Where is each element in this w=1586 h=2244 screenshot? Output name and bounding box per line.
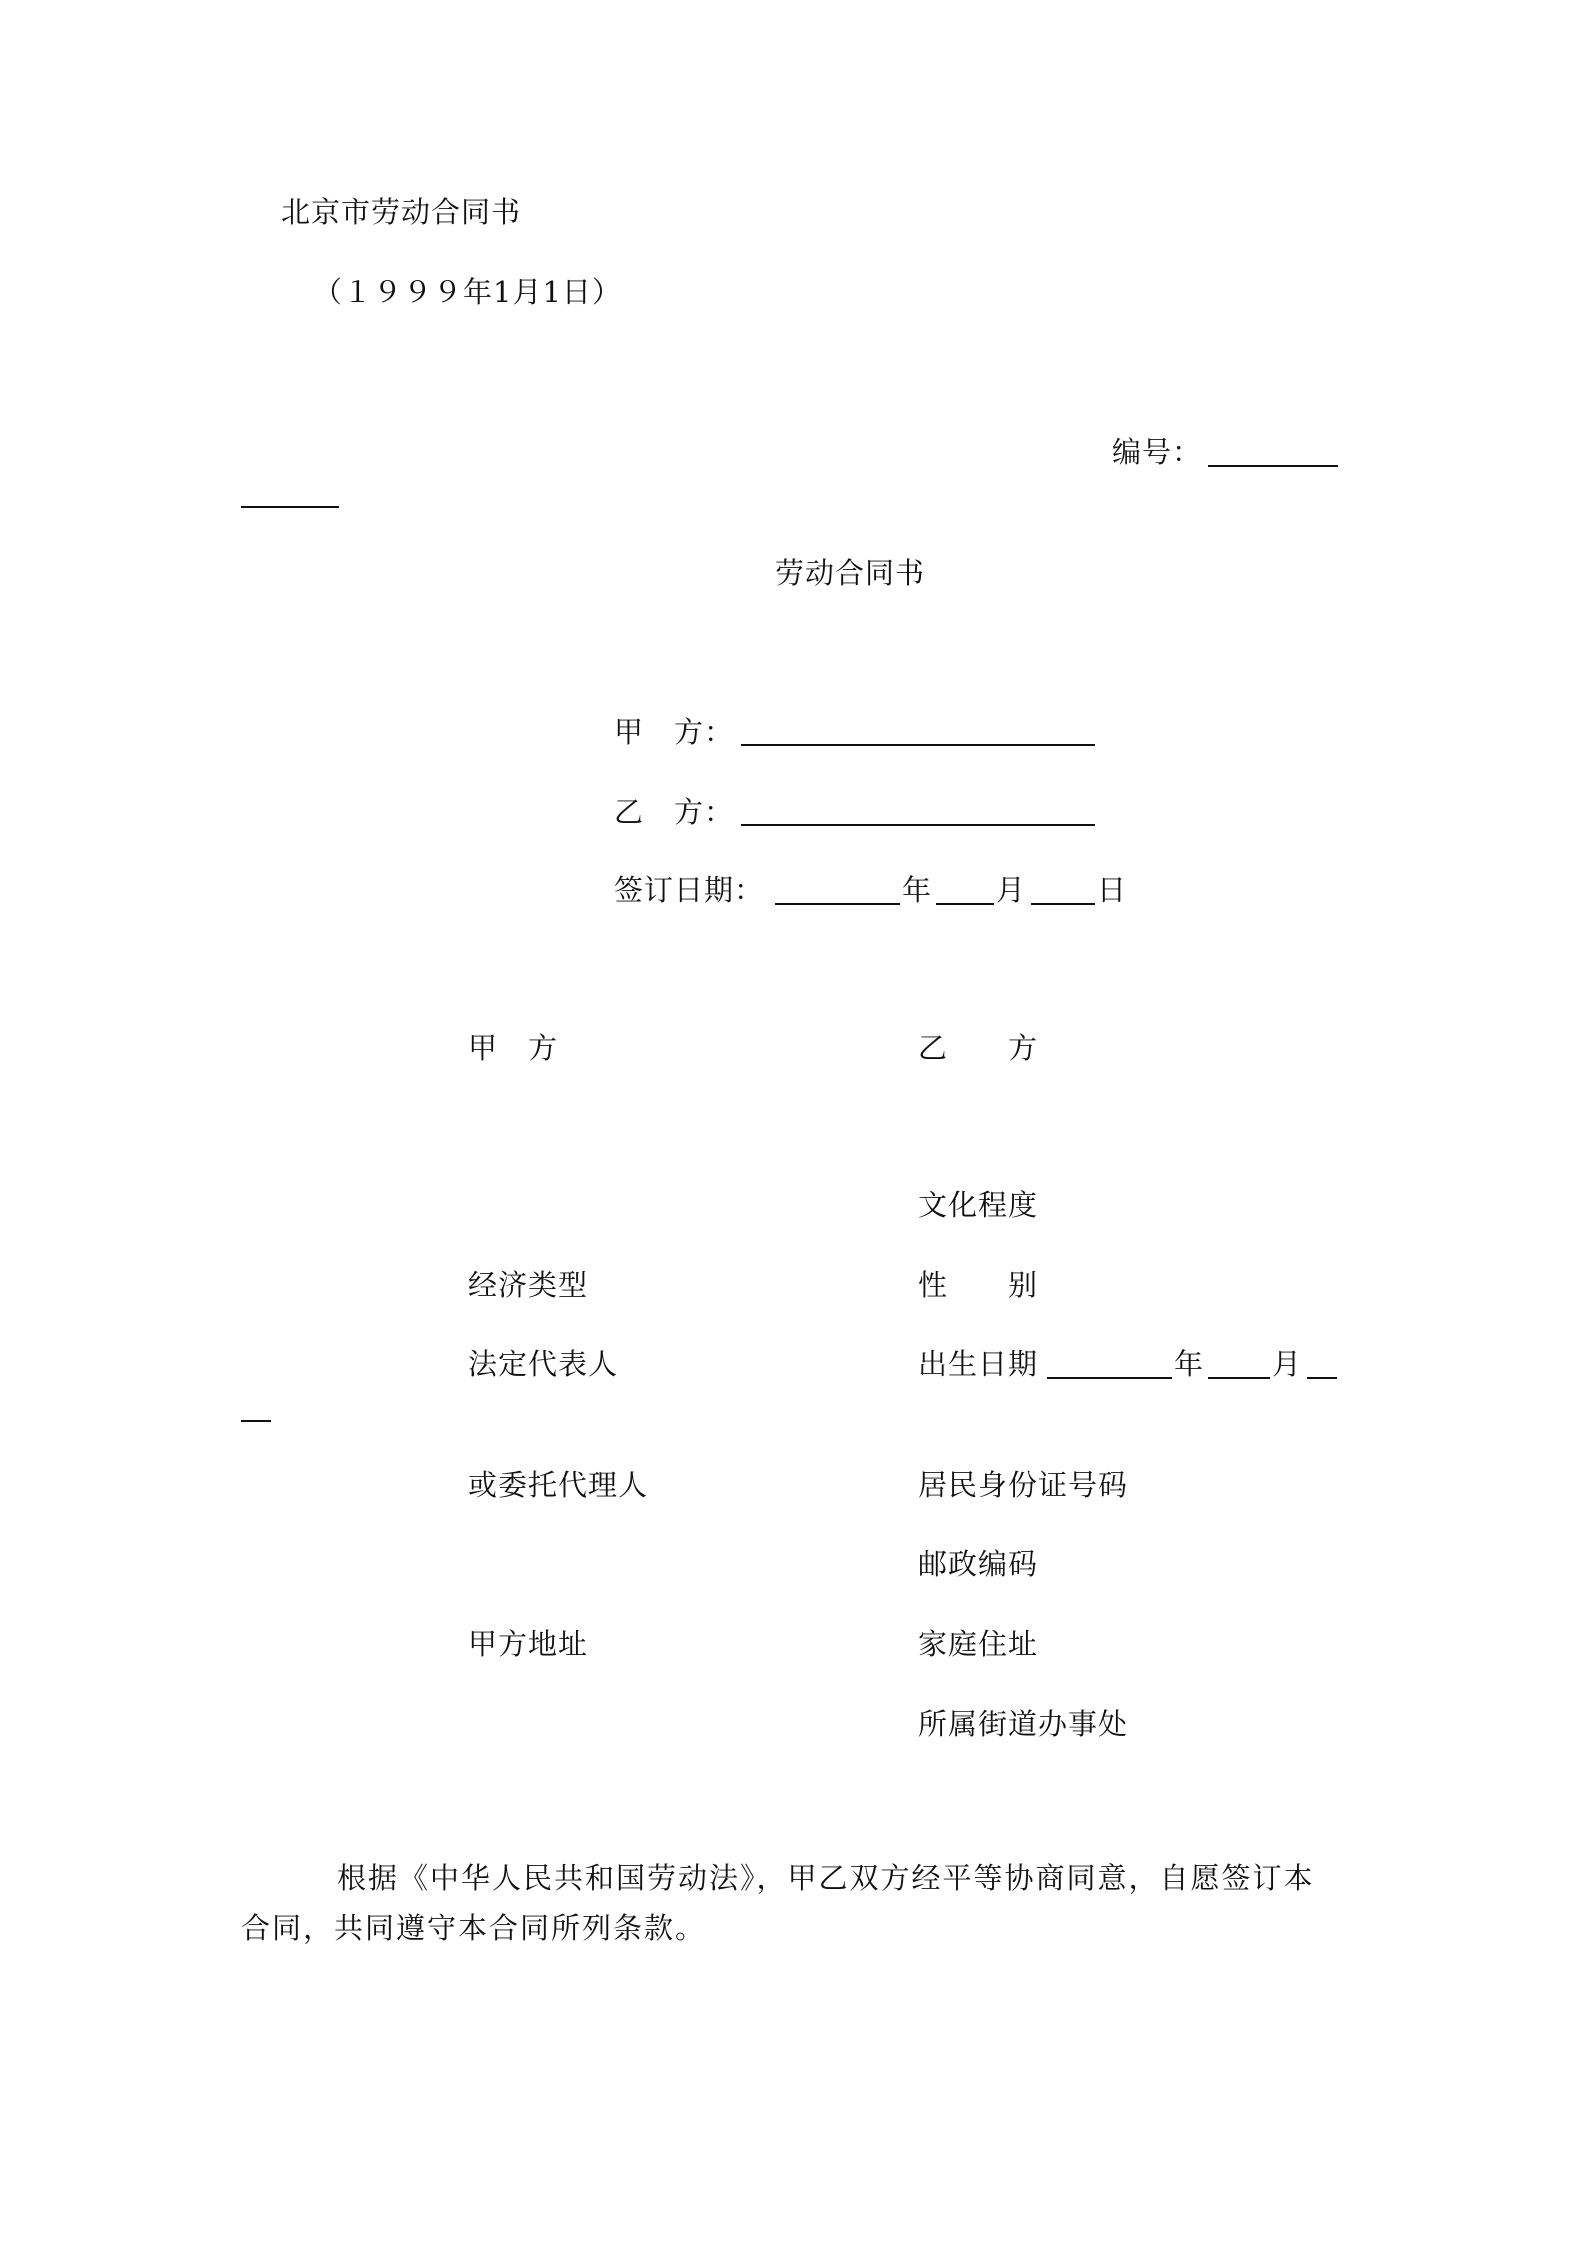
birth-day-blank-2 [241,1420,271,1422]
sign-date-year-blank [775,903,900,905]
number-blank-line-1 [1208,465,1338,467]
id-number-label: 居民身份证号码 [918,1468,1129,1502]
sign-date-label: 签订日期： [614,873,765,907]
party-a-label: 甲 方： [614,715,735,749]
birth-month: 月 [1272,1347,1303,1381]
number-blank-line-2 [241,506,339,508]
home-address-label: 家庭住址 [918,1627,1039,1661]
economic-type-label: 经济类型 [468,1268,589,1302]
legal-rep-label: 法定代表人 [468,1347,619,1381]
sign-date-day-blank [1031,903,1095,905]
agent-label: 或委托代理人 [468,1468,649,1502]
sign-date-day: 日 [1097,873,1128,907]
subdistrict-label: 所属街道办事处 [918,1707,1129,1741]
document-title: 劳动合同书 [775,556,926,590]
postal-code-label: 邮政编码 [918,1547,1039,1581]
party-a-heading: 甲 方 [468,1031,559,1065]
birth-day-blank-1 [1307,1377,1337,1379]
intro-paragraph: 根据《中华人民共和国劳动法》，甲乙双方经平等协商同意，自愿签订本合同，共同遵守本合同所列条款。 [241,1861,1315,1945]
birth-month-blank [1208,1377,1270,1379]
header-date: （１９９９年1月1日） [313,275,622,309]
party-b-label: 乙 方： [614,795,735,829]
header-title: 北京市劳动合同书 [281,195,522,229]
birth-year-blank [1047,1377,1172,1379]
number-label: 编号： [1112,435,1203,469]
party-b-heading: 乙 方 [918,1031,1039,1065]
party-a-blank [741,744,1095,746]
sign-date-year: 年 [902,873,933,907]
birth-year: 年 [1174,1347,1205,1381]
birth-date-label: 出生日期 [918,1347,1039,1381]
sign-date-month: 月 [996,873,1027,907]
party-a-address-label: 甲方地址 [468,1627,589,1661]
party-b-blank [741,824,1095,826]
education-label: 文化程度 [918,1188,1039,1222]
sign-date-month-blank [936,903,994,905]
gender-label: 性 别 [918,1268,1039,1302]
